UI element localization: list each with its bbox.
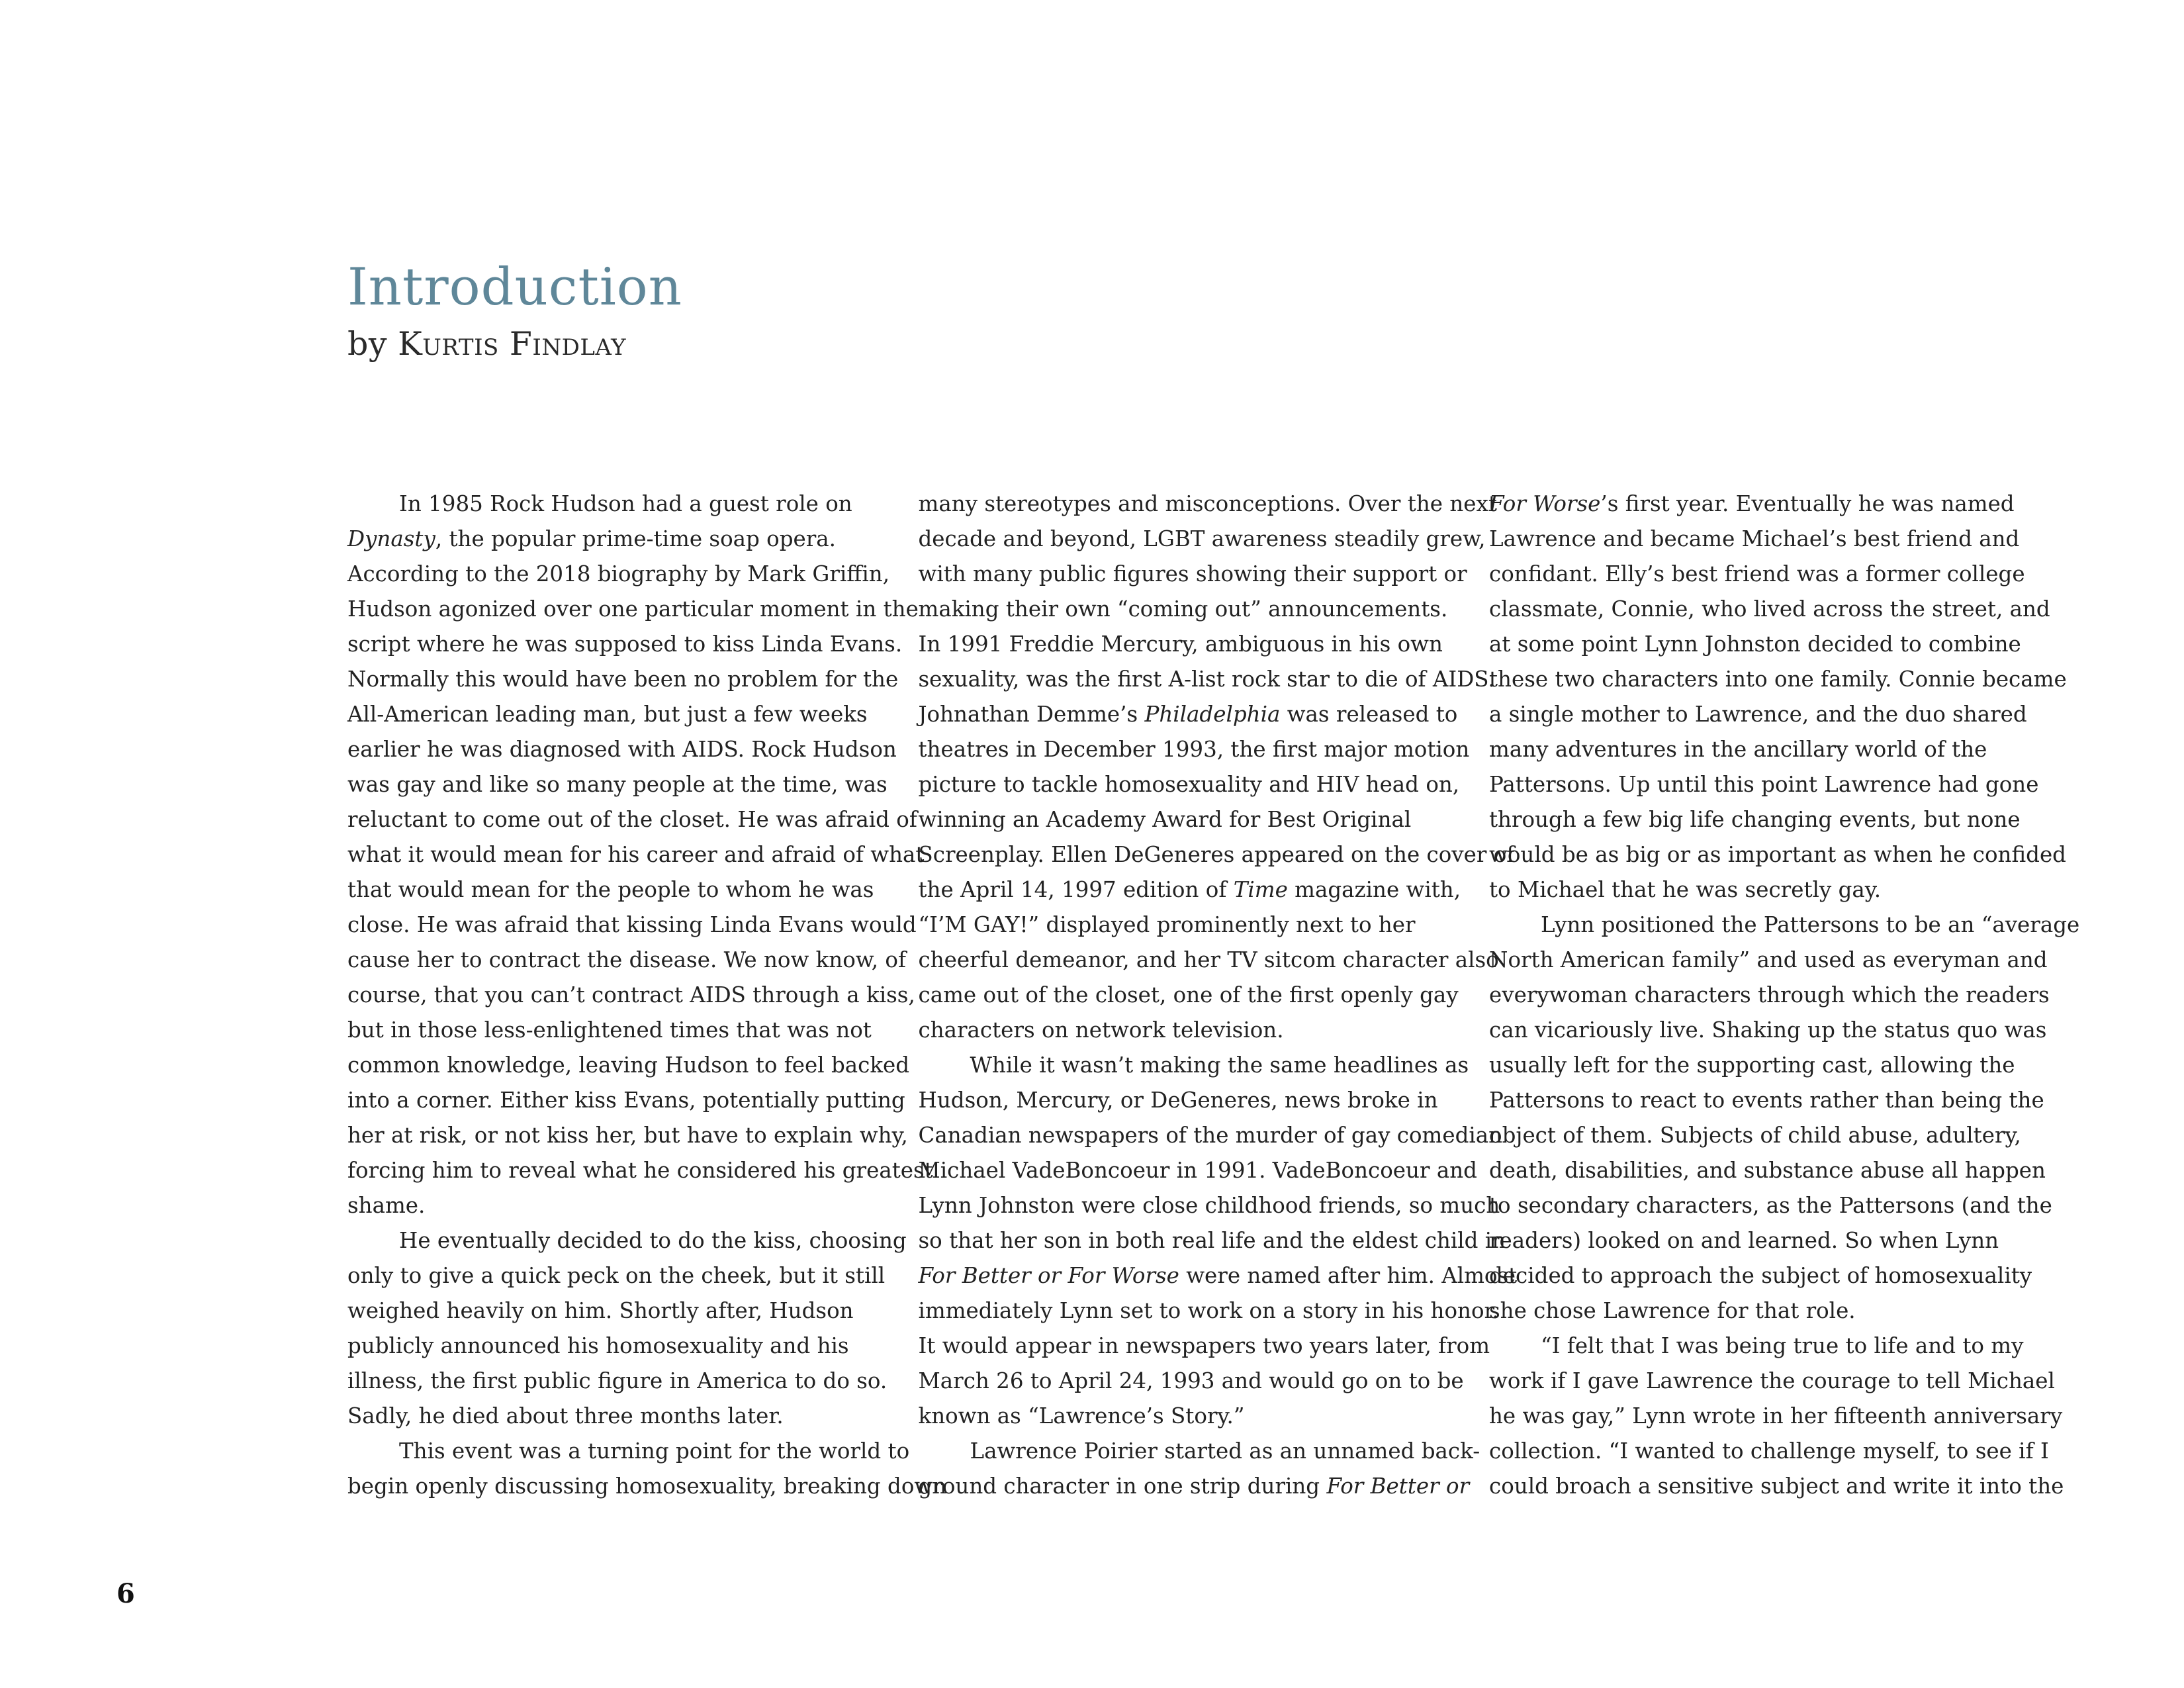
- text-line: [918, 1329, 1490, 1364]
- text-line: [347, 1258, 886, 1293]
- text-column-1: [347, 487, 947, 1509]
- text-segment: the April 14, 1997 edition of: [918, 877, 1234, 902]
- text-line: [347, 662, 899, 697]
- text-segment: weighed heavily on him. Shortly after, Hudson: [347, 1298, 854, 1323]
- italic-title: For Worse: [1489, 491, 1601, 516]
- text-line: [918, 662, 1495, 697]
- text-segment: he was gay,” Lynn wrote in her fifteenth anniversary: [1489, 1403, 2063, 1429]
- text-line: [347, 592, 919, 627]
- text-line: [1489, 1258, 2032, 1293]
- text-column-2: [918, 487, 1518, 1509]
- text-line: [919, 802, 1445, 837]
- text-segment: magazine with,: [1287, 877, 1461, 902]
- text-line: [1489, 1188, 2052, 1223]
- text-line: [919, 1399, 1445, 1434]
- text-segment: common knowledge, leaving Hudson to feel backed: [347, 1053, 910, 1078]
- text-line: [918, 557, 1467, 592]
- text-line: [918, 732, 1470, 767]
- text-segment: to secondary characters, as the Pattersons (and the: [1489, 1193, 2052, 1218]
- text-segment: Normally this would have been no problem for the: [347, 667, 899, 692]
- text-segment: Michael VadeBoncoeur in 1991. VadeBoncoeur and: [918, 1158, 1477, 1183]
- text-line: [919, 1434, 1480, 1469]
- text-segment: Pattersons to react to events rather than being the: [1489, 1088, 2044, 1113]
- text-segment: can vicariously live. Shaking up the status quo was: [1489, 1017, 2047, 1043]
- text-line: [347, 1188, 874, 1223]
- text-line: [347, 1399, 874, 1434]
- text-line: [918, 837, 1515, 872]
- text-segment: through a few big life changing events, but none: [1489, 807, 2021, 832]
- author-first-name: Kurtis: [398, 325, 499, 363]
- text-line: [1489, 697, 2027, 732]
- text-segment: came out of the closet, one of the first openly gay: [918, 982, 1459, 1008]
- text-line: [919, 908, 1445, 943]
- text-line: [1489, 1399, 2063, 1434]
- text-segment: forcing him to reveal what he considered his greatest: [347, 1158, 933, 1183]
- text-segment: classmate, Connie, who lived across the street, and: [1489, 596, 2050, 622]
- text-segment: would be as big or as important as when he confided: [1489, 842, 2066, 867]
- text-segment: In 1985 Rock Hudson had a guest role on: [399, 491, 852, 516]
- italic-title: For Better or: [1326, 1474, 1470, 1499]
- text-segment: were named after him. Almost: [1179, 1263, 1518, 1288]
- text-segment: Lynn positioned the Pattersons to be an “average: [1541, 912, 2080, 937]
- text-segment: According to the 2018 biography by Mark Griffin,: [347, 561, 890, 586]
- text-line: [347, 627, 903, 662]
- text-segment: “I’M GAY!” displayed prominently next to her: [918, 912, 1416, 937]
- text-line: [919, 1083, 1445, 1118]
- text-line: [919, 1048, 1469, 1083]
- text-line: [347, 908, 917, 943]
- text-line: [347, 978, 915, 1013]
- text-line: [1489, 943, 2048, 978]
- text-line: [918, 487, 1497, 522]
- text-segment: death, disabilities, and substance abuse all happen: [1489, 1158, 2046, 1183]
- text-segment: cheerful demeanor, and her TV sitcom character also: [918, 947, 1499, 972]
- text-segment: illness, the first public figure in America to do so.: [347, 1368, 887, 1393]
- text-line: [918, 1188, 1500, 1223]
- text-segment: Lynn Johnston were close childhood friends, so much: [918, 1193, 1500, 1218]
- text-line: [918, 697, 1458, 732]
- text-segment: earlier he was diagnosed with AIDS. Rock Hudson: [347, 737, 897, 762]
- byline-prefix: by: [347, 325, 388, 363]
- text-line: [1489, 1048, 2015, 1083]
- text-segment: winning an Academy Award for Best Original: [918, 807, 1412, 832]
- text-segment: reluctant to come out of the closet. He was afraid of: [347, 807, 917, 832]
- text-line: [347, 767, 887, 802]
- text-line: [1489, 1434, 2049, 1469]
- text-segment: to Michael that he was secretly gay.: [1489, 877, 1882, 902]
- text-segment: Hudson agonized over one particular moment in the: [347, 596, 919, 622]
- text-segment: Pattersons. Up until this point Lawrence had gone: [1489, 772, 2039, 797]
- text-line: [1489, 1469, 2064, 1504]
- text-segment: only to give a quick peck on the cheek, but it still: [347, 1263, 886, 1288]
- text-line: [1489, 627, 2021, 662]
- text-segment: usually left for the supporting cast, allowing the: [1489, 1053, 2015, 1078]
- text-line: [347, 1434, 910, 1469]
- text-line: [347, 943, 907, 978]
- text-line: [918, 1469, 1470, 1504]
- text-segment: at some point Lynn Johnston decided to combine: [1489, 632, 2021, 657]
- text-line: [347, 557, 890, 592]
- text-segment: into a corner. Either kiss Evans, potentially putting: [347, 1088, 905, 1113]
- italic-title: Philadelphia: [1144, 702, 1281, 727]
- text-line: [1489, 1364, 2055, 1399]
- text-segment: characters on network television.: [918, 1017, 1284, 1043]
- text-line: [1489, 557, 2025, 592]
- text-segment: many adventures in the ancillary world of the: [1489, 737, 1987, 762]
- text-line: [347, 802, 917, 837]
- text-segment: sexuality, was the first A-list rock star to die of AIDS.: [918, 667, 1495, 692]
- text-segment: that would mean for the people to whom he was: [347, 877, 874, 902]
- text-segment: so that her son in both real life and the eldest child in: [918, 1228, 1506, 1253]
- text-segment: Sadly, he died about three months later.: [347, 1403, 784, 1429]
- text-segment: immediately Lynn set to work on a story in his honor.: [918, 1298, 1499, 1323]
- text-segment: collection. “I wanted to challenge myself, to see if I: [1489, 1438, 2049, 1464]
- text-line: [1489, 1153, 2046, 1188]
- body-columns: [347, 487, 2080, 1509]
- text-line: [347, 487, 874, 522]
- text-line: [918, 1364, 1464, 1399]
- text-segment: Johnathan Demme’s: [918, 702, 1145, 727]
- text-line: [347, 1013, 874, 1048]
- text-line: [347, 1048, 910, 1083]
- text-segment: but in those less-enlightened times that was not: [347, 1017, 872, 1043]
- text-line: [1489, 592, 2050, 627]
- text-segment: publicly announced his homosexuality and his: [347, 1333, 849, 1358]
- text-line: [918, 592, 1448, 627]
- text-segment: North American family” and used as everyman and: [1489, 947, 2048, 972]
- text-segment: readers) looked on and learned. So when Lynn: [1489, 1228, 1999, 1253]
- text-line: [347, 872, 874, 908]
- text-segment: While it wasn’t making the same headlines as: [970, 1053, 1469, 1078]
- text-line: [918, 872, 1461, 908]
- text-segment: was released to: [1280, 702, 1458, 727]
- text-segment: could broach a sensitive subject and write it into the: [1489, 1474, 2064, 1499]
- page-number: 6: [116, 1578, 135, 1609]
- text-segment: close. He was afraid that kissing Linda Evans would: [347, 912, 917, 937]
- text-line: [1489, 1083, 2044, 1118]
- text-line: [1489, 487, 2015, 522]
- text-segment: script where he was supposed to kiss Linda Evans.: [347, 632, 903, 657]
- text-line: [1489, 872, 2015, 908]
- page-title: Introduction: [347, 258, 682, 317]
- text-segment: ’s first year. Eventually he was named: [1600, 491, 2015, 516]
- text-segment: ground character in one strip during: [918, 1474, 1327, 1499]
- text-line: [918, 1293, 1499, 1329]
- text-segment: object of them. Subjects of child abuse, adultery,: [1489, 1123, 2021, 1148]
- text-segment: what it would mean for his career and afraid of what: [347, 842, 925, 867]
- text-segment: Canadian newspapers of the murder of gay comedian: [918, 1123, 1503, 1148]
- text-line: [1489, 837, 2066, 872]
- text-line: [347, 837, 925, 872]
- text-line: [918, 1153, 1477, 1188]
- text-line: [918, 1118, 1503, 1153]
- text-line: [1489, 1293, 2015, 1329]
- text-line: [1489, 732, 2015, 767]
- text-segment: All-American leading man, but just a few weeks: [347, 702, 868, 727]
- text-segment: picture to tackle homosexuality and HIV head on,: [918, 772, 1460, 797]
- text-line: [347, 1293, 874, 1329]
- text-segment: Hudson, Mercury, or DeGeneres, news broke in: [918, 1088, 1438, 1113]
- text-line: [918, 1223, 1506, 1258]
- text-line: [919, 627, 1445, 662]
- text-line: [918, 522, 1486, 557]
- text-line: [1489, 978, 2050, 1013]
- text-line: [347, 1469, 947, 1504]
- text-line: [1489, 1118, 2021, 1153]
- text-segment: her at risk, or not kiss her, but have to explain why,: [347, 1123, 908, 1148]
- text-line: [918, 943, 1499, 978]
- text-segment: known as “Lawrence’s Story.”: [918, 1403, 1245, 1429]
- text-column-3: [1489, 487, 2080, 1509]
- text-segment: Lawrence and became Michael’s best friend and: [1489, 526, 2020, 551]
- text-segment: decided to approach the subject of homosexuality: [1489, 1263, 2032, 1288]
- text-segment: a single mother to Lawrence, and the duo shared: [1489, 702, 2027, 727]
- text-segment: making their own “coming out” announcements.: [918, 596, 1448, 622]
- text-line: [347, 1329, 874, 1364]
- byline: [347, 325, 627, 363]
- text-line: [347, 522, 874, 557]
- text-segment: course, that you can’t contract AIDS through a kiss,: [347, 982, 915, 1008]
- text-segment: In 1991 Freddie Mercury, ambiguous in his own: [918, 632, 1443, 657]
- text-segment: everywoman characters through which the readers: [1489, 982, 2050, 1008]
- text-segment: Screenplay. Ellen DeGeneres appeared on the cover of: [918, 842, 1515, 867]
- text-segment: she chose Lawrence for that role.: [1489, 1298, 1856, 1323]
- text-line: [1489, 1223, 2015, 1258]
- text-line: [918, 1258, 1518, 1293]
- text-line: [1489, 1013, 2047, 1048]
- text-line: [1489, 662, 2067, 697]
- text-segment: It would appear in newspapers two years later, from: [918, 1333, 1490, 1358]
- text-segment: “I felt that I was being true to life and to my: [1541, 1333, 2024, 1358]
- text-segment: confidant. Elly’s best friend was a former college: [1489, 561, 2025, 586]
- text-segment: was gay and like so many people at the time, was: [347, 772, 887, 797]
- text-segment: shame.: [347, 1193, 426, 1218]
- text-segment: cause her to contract the disease. We now know, of: [347, 947, 907, 972]
- text-line: [347, 697, 874, 732]
- text-line: [918, 767, 1460, 802]
- italic-title: Dynasty: [347, 526, 435, 551]
- author-name: [398, 325, 626, 363]
- text-line: [347, 1223, 907, 1258]
- text-line: [1489, 522, 2020, 557]
- text-line: [918, 978, 1459, 1013]
- text-segment: Lawrence Poirier started as an unnamed back-: [970, 1438, 1480, 1464]
- text-segment: these two characters into one family. Connie became: [1489, 667, 2067, 692]
- italic-title: For Better or For Worse: [918, 1263, 1179, 1288]
- text-segment: He eventually decided to do the kiss, choosing: [399, 1228, 907, 1253]
- text-line: [1489, 908, 2080, 943]
- text-segment: begin openly discussing homosexuality, breaking down: [347, 1474, 947, 1499]
- text-line: [1489, 1329, 2024, 1364]
- text-line: [1489, 802, 2021, 837]
- text-segment: many stereotypes and misconceptions. Over the next: [918, 491, 1497, 516]
- text-segment: with many public figures showing their support or: [918, 561, 1467, 586]
- text-segment: , the popular prime-time soap opera.: [435, 526, 836, 551]
- author-last-name: Findlay: [509, 325, 627, 363]
- text-segment: theatres in December 1993, the first major motion: [918, 737, 1470, 762]
- text-line: [1489, 767, 2039, 802]
- text-line: [347, 1153, 933, 1188]
- text-line: [347, 1364, 887, 1399]
- text-line: [347, 1083, 905, 1118]
- text-segment: decade and beyond, LGBT awareness steadily grew,: [918, 526, 1486, 551]
- text-segment: work if I gave Lawrence the courage to tell Michael: [1489, 1368, 2055, 1393]
- text-segment: March 26 to April 24, 1993 and would go on to be: [918, 1368, 1464, 1393]
- text-segment: This event was a turning point for the world to: [399, 1438, 910, 1464]
- italic-title: Time: [1233, 877, 1288, 902]
- text-line: [919, 1013, 1445, 1048]
- text-line: [347, 732, 897, 767]
- text-line: [347, 1118, 908, 1153]
